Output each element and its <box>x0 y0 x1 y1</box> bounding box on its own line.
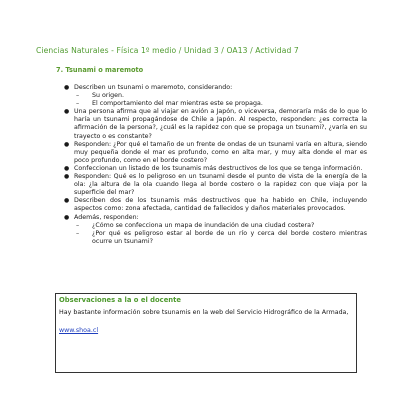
bullet-icon: ● <box>64 164 70 172</box>
item-text: Describen dos de los tsunamis más destructivos que ha habido en Chile, incluyendo aspectos como: zona afectada, cantidad de fallecidos y daños materiales provocados. <box>74 197 367 213</box>
list-item <box>62 214 367 222</box>
sub-item-text: ¿Por qué es peligroso estar al borde de un río y cerca del borde costero mientras ocurre un tsunami? <box>92 229 367 245</box>
bullet-icon: ● <box>64 213 70 221</box>
dash-icon: – <box>76 229 80 237</box>
sub-item <box>62 92 367 100</box>
dash-icon: – <box>76 100 80 108</box>
section-title: 7. Tsunami o maremoto <box>56 66 144 74</box>
activity-content <box>62 84 367 246</box>
bullet-icon: ● <box>64 84 70 91</box>
sub-item-text: Su origen. <box>92 92 125 100</box>
sub-item-text: ¿Cómo se confecciona un mapa de inundación de una ciudad costera? <box>92 221 315 229</box>
dash-icon: – <box>76 221 80 229</box>
item-text: Responden: ¿Por qué el tamaño de un frente de ondas de un tsunami varía en altura, siendo muy pequeña donde el mar es profundo, como en alta mar, y muy alta donde el mar es poco profundo, como en el borde costero? <box>74 140 367 164</box>
sub-item <box>62 222 367 230</box>
list-item <box>62 108 367 140</box>
item-text: Además, responden: <box>74 213 139 221</box>
teacher-notes-box <box>55 293 357 373</box>
sub-item <box>62 230 367 246</box>
bullet-icon: ● <box>64 108 70 116</box>
item-text: Confeccionan un listado de los tsunamis más destructivos de los que se tenga información. <box>74 164 363 172</box>
list-item <box>62 84 367 92</box>
dash-icon: – <box>76 92 80 100</box>
item-text: Responden: Qué es lo peligroso en un tsunami desde el punto de vista de la energía de la ola: ¿la altura de la ola cuando llega al borde costero o la rapidez con que viaja por la superficie del mar? <box>74 173 367 197</box>
item-text: Describen un tsunami o maremoto, considerando: <box>74 84 233 91</box>
sub-item-text: El comportamiento del mar mientras este se propaga. <box>92 100 263 108</box>
list-item <box>62 197 367 213</box>
teacher-notes-text: Hay bastante información sobre tsunamis en la web del Servicio Hidrográfico de la Armada, <box>59 309 349 316</box>
list-item <box>62 165 367 173</box>
bullet-icon: ● <box>64 140 70 148</box>
teacher-notes-title: Observaciones a la o el docente <box>59 296 182 304</box>
list-item <box>62 173 367 197</box>
shoa-link[interactable]: www.shoa.cl <box>59 327 99 334</box>
item-text: Una persona afirma que al viajar en avión a Japón, o viceversa, demoraría más de lo que lo haría un tsunami propagándose de Chile a Japón. Al respecto, responden: ¿es correcta la afirmación de la persona?, ¿cuál es la rapidez con que se propaga un tsunami?, ¿varía en su trayecto o es constante? <box>74 108 367 140</box>
bullet-icon: ● <box>64 173 70 181</box>
course-breadcrumb: Ciencias Naturales - Física 1º medio / Unidad 3 / OA13 / Actividad 7 <box>36 46 299 55</box>
bullet-icon: ● <box>64 197 70 205</box>
list-item <box>62 141 367 165</box>
